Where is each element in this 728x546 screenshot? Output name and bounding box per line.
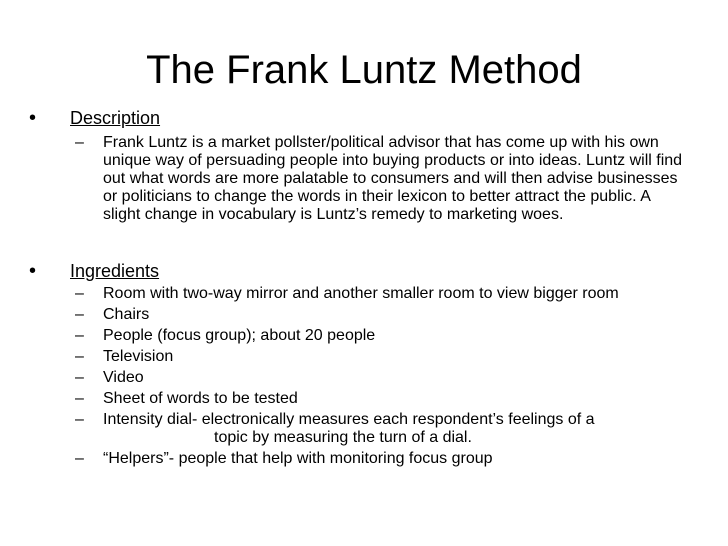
description-item [0, 134, 728, 224]
ingredient-text: Video [103, 369, 144, 386]
ingredient-text: Intensity dial- electronically measures each respondent’s feelings of a [103, 411, 595, 428]
dash-icon: – [75, 306, 84, 323]
ingredient-text: “Helpers”- people that help with monitoring focus group [103, 450, 493, 467]
ingredient-item [0, 285, 728, 303]
dash-icon: – [75, 327, 84, 344]
ingredient-text: Sheet of words to be tested [103, 390, 298, 407]
description-list [0, 134, 728, 224]
ingredient-item [0, 306, 728, 324]
ingredient-text: People (focus group); about 20 people [103, 327, 376, 344]
description-section [0, 106, 728, 227]
dash-icon: – [75, 411, 84, 428]
ingredient-text: Television [103, 348, 174, 365]
description-heading: Description [70, 108, 161, 128]
dash-icon: – [75, 348, 84, 365]
dash-icon: – [75, 450, 84, 467]
dash-icon: – [75, 390, 84, 407]
ingredients-section [0, 259, 728, 471]
ingredient-text: Chairs [103, 306, 150, 323]
dash-icon: – [75, 285, 84, 302]
dash-icon: – [75, 369, 84, 386]
ingredient-text-continued: topic by measuring the turn of a dial. [214, 429, 472, 446]
bullet-dot-icon: • [29, 107, 37, 129]
ingredients-bullet [0, 259, 728, 283]
ingredient-item [0, 411, 728, 447]
description-bullet [0, 106, 728, 130]
ingredient-item [0, 390, 728, 408]
ingredient-text: Room with two-way mirror and another smaller room to view bigger room [103, 285, 619, 302]
description-text: Frank Luntz is a market pollster/political advisor that has come up with his own unique way of persuading people into buying products or into ideas. Luntz will find out what words are more palatable to consumers and will then advise businesses or politicians to change the words in their lexicon to better attract the public. A slight change in vocabulary is Luntz’s remedy to marketing woes. [103, 134, 683, 223]
dash-icon: – [75, 134, 84, 151]
ingredients-heading: Ingredients [70, 261, 160, 281]
ingredient-item [0, 369, 728, 387]
ingredient-item [0, 348, 728, 366]
bullet-dot-icon: • [29, 260, 37, 282]
ingredients-list [0, 285, 728, 468]
slide-title: The Frank Luntz Method [146, 48, 582, 92]
ingredient-item [0, 327, 728, 345]
ingredient-item [0, 450, 728, 468]
